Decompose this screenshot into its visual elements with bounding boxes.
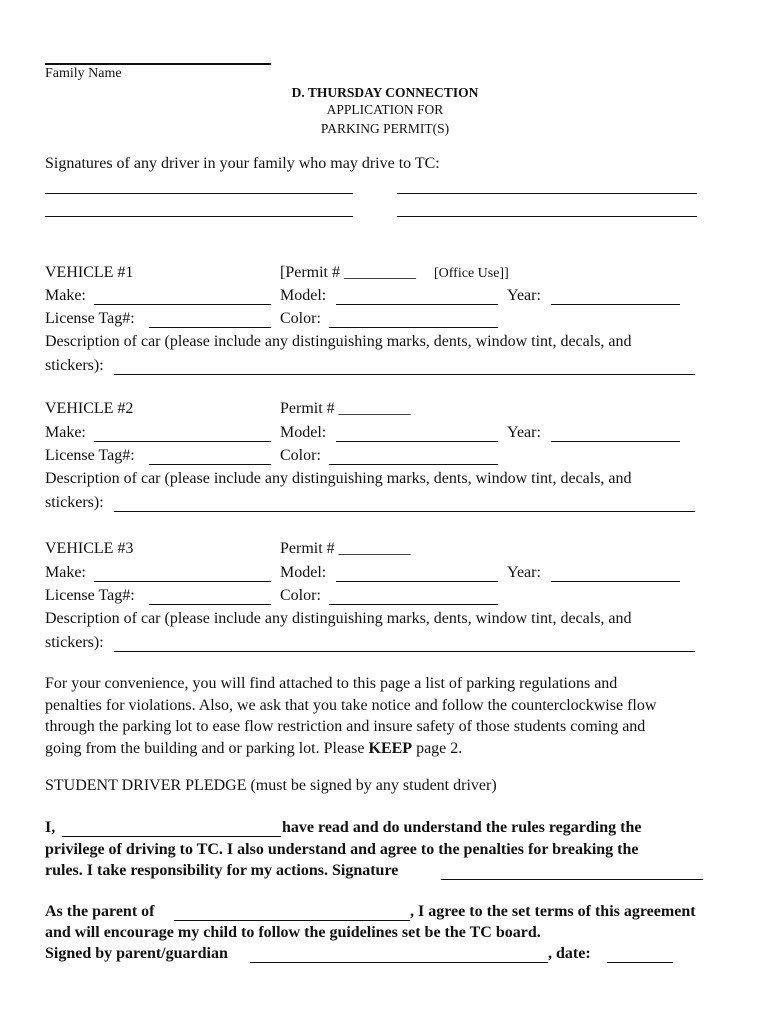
driver-signature-2[interactable] bbox=[397, 175, 697, 194]
vehicle-2-year-field[interactable] bbox=[551, 423, 680, 442]
vehicle-2-model-field[interactable] bbox=[336, 423, 498, 442]
vehicle-3-stickers-field[interactable] bbox=[114, 633, 695, 652]
family-name-field[interactable] bbox=[45, 46, 271, 65]
convenience-line-4-text: going from the building and or parking lot. Please bbox=[45, 739, 369, 757]
parent-date-label: , date: bbox=[548, 945, 591, 962]
vehicle-2-stickers-label: stickers): bbox=[45, 494, 104, 511]
pledge-line-1-suffix: have read and do understand the rules regarding the bbox=[282, 819, 642, 836]
vehicle-3-license-label: License Tag#: bbox=[45, 587, 135, 604]
pledge-line-3: rules. I take responsibility for my actions. Signature bbox=[45, 862, 399, 879]
vehicle-3-license-field[interactable] bbox=[149, 586, 271, 605]
vehicle-3-make-field[interactable] bbox=[94, 563, 271, 582]
parent-date-field[interactable] bbox=[607, 944, 673, 963]
vehicle-3-heading: VEHICLE #3 bbox=[45, 540, 134, 557]
signatures-prompt: Signatures of any driver in your family who may drive to TC: bbox=[45, 155, 440, 172]
driver-signature-3[interactable] bbox=[45, 198, 353, 217]
vehicle-1-color-field[interactable] bbox=[329, 309, 498, 328]
vehicle-3-make-label: Make: bbox=[45, 564, 86, 581]
vehicle-1-description-label: Description of car (please include any distinguishing marks, dents, window tint, decals, and bbox=[45, 333, 632, 350]
vehicle-2-make-label: Make: bbox=[45, 424, 86, 441]
parent-line-1-prefix: As the parent of bbox=[45, 903, 155, 920]
convenience-line-4-end: page 2. bbox=[412, 739, 463, 757]
vehicle-3-stickers-label: stickers): bbox=[45, 634, 104, 651]
vehicle-3-year-label: Year: bbox=[507, 564, 541, 581]
child-name-field[interactable] bbox=[174, 902, 410, 921]
pledge-line-2: privilege of driving to TC. I also understand and agree to the penalties for breaking the bbox=[45, 841, 639, 858]
vehicle-3-model-label: Model: bbox=[280, 564, 327, 581]
parent-line-2: and will encourage my child to follow the guidelines set be the TC board. bbox=[45, 924, 541, 941]
org-title: D. THURSDAY CONNECTION bbox=[291, 85, 479, 100]
vehicle-1-make-field[interactable] bbox=[94, 286, 271, 305]
vehicle-1-make-label: Make: bbox=[45, 287, 86, 304]
form-title-line-2: PARKING PERMIT(S) bbox=[320, 121, 450, 136]
vehicle-3-model-field[interactable] bbox=[336, 563, 498, 582]
vehicle-3-description-label: Description of car (please include any distinguishing marks, dents, window tint, decals, and bbox=[45, 610, 632, 627]
driver-signature-1[interactable] bbox=[45, 175, 353, 194]
form-title-line-1: APPLICATION FOR bbox=[326, 102, 444, 117]
vehicle-1-stickers-label: stickers): bbox=[45, 357, 104, 374]
convenience-paragraph bbox=[45, 673, 735, 759]
vehicle-1-license-field[interactable] bbox=[149, 309, 271, 328]
vehicle-1-heading: VEHICLE #1 bbox=[45, 264, 134, 281]
vehicle-2-color-label: Color: bbox=[280, 447, 321, 464]
vehicle-1-permit-label: [Permit # _________ bbox=[280, 264, 416, 281]
convenience-line-3: through the parking lot to ease flow restriction and insure safety of those students coming and bbox=[45, 718, 646, 735]
vehicle-1-stickers-field[interactable] bbox=[114, 356, 695, 375]
vehicle-3-color-label: Color: bbox=[280, 587, 321, 604]
parent-signature-field[interactable] bbox=[250, 944, 548, 963]
parent-line-3-prefix: Signed by parent/guardian bbox=[45, 945, 228, 962]
vehicle-1-model-label: Model: bbox=[280, 287, 327, 304]
vehicle-1-license-label: License Tag#: bbox=[45, 310, 135, 327]
vehicle-1-year-label: Year: bbox=[507, 287, 541, 304]
vehicle-2-color-field[interactable] bbox=[329, 446, 498, 465]
convenience-line-2: penalties for violations. Also, we ask that you take notice and follow the counterclockwise flow bbox=[45, 696, 657, 714]
vehicle-2-license-field[interactable] bbox=[149, 446, 271, 465]
convenience-line-1: For your convenience, you will find attached to this page a list of parking regulations and bbox=[45, 675, 618, 692]
pledge-line-1-prefix: I, bbox=[45, 819, 56, 836]
vehicle-2-model-label: Model: bbox=[280, 424, 327, 441]
vehicle-2-description-label: Description of car (please include any distinguishing marks, dents, window tint, decals, and bbox=[45, 470, 632, 487]
convenience-line-4 bbox=[45, 738, 735, 760]
vehicle-1-color-label: Color: bbox=[280, 310, 321, 327]
vehicle-2-heading: VEHICLE #2 bbox=[45, 400, 134, 417]
driver-signature-4[interactable] bbox=[397, 198, 697, 217]
parent-line-1-suffix: , I agree to the set terms of this agreement bbox=[410, 903, 696, 920]
vehicle-2-license-label: License Tag#: bbox=[45, 447, 135, 464]
vehicle-1-model-field[interactable] bbox=[336, 286, 498, 305]
family-name-label: Family Name bbox=[45, 66, 122, 81]
vehicle-1-office-use: [Office Use]] bbox=[434, 266, 509, 281]
pledge-heading: STUDENT DRIVER PLEDGE (must be signed by any student driver) bbox=[45, 777, 497, 794]
keep-emphasis: KEEP bbox=[368, 739, 413, 757]
vehicle-2-permit-label: Permit # _________ bbox=[280, 400, 411, 417]
vehicle-3-year-field[interactable] bbox=[551, 563, 680, 582]
student-signature-field[interactable] bbox=[441, 861, 703, 880]
vehicle-3-permit-label: Permit # _________ bbox=[280, 540, 411, 557]
vehicle-3-color-field[interactable] bbox=[329, 586, 498, 605]
student-name-field[interactable] bbox=[62, 818, 281, 837]
vehicle-2-make-field[interactable] bbox=[94, 423, 271, 442]
vehicle-2-year-label: Year: bbox=[507, 424, 541, 441]
vehicle-1-year-field[interactable] bbox=[551, 286, 680, 305]
vehicle-2-stickers-field[interactable] bbox=[114, 493, 695, 512]
